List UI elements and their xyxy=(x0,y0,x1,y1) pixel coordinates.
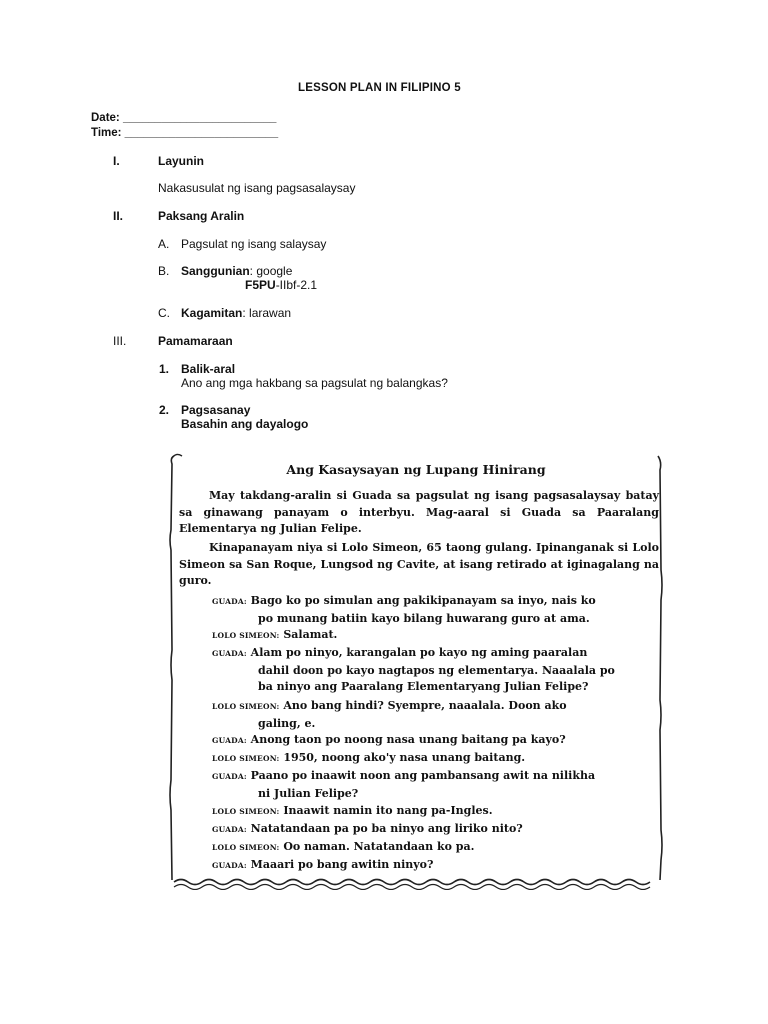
dialogue-line: LOLO SIMEON: Oo naman. Natatandaan ko pa. xyxy=(212,840,475,853)
subject-item-c-letter: C. xyxy=(158,306,170,320)
date-field: Date: ________________________ xyxy=(91,112,277,124)
speaker-label: GUADA: xyxy=(212,649,247,658)
step-1-heading: Balik-aral xyxy=(181,362,236,376)
section-heading-paksang-aralin: Paksang Aralin xyxy=(158,209,245,223)
speaker-label: GUADA: xyxy=(212,772,247,781)
speaker-label: LOLO SIMEON: xyxy=(212,807,280,816)
section-heading-pamamaraan: Pamamaraan xyxy=(158,334,233,348)
dialogue-line: GUADA: Maaari po bang awitin ninyo? xyxy=(212,858,434,871)
subject-item-a-text: Pagsulat ng isang salaysay xyxy=(181,237,327,251)
speaker-label: LOLO SIMEON: xyxy=(212,754,280,763)
step-2-text: Basahin ang dayalogo xyxy=(181,417,309,431)
subject-item-b-letter: B. xyxy=(158,264,170,278)
page-title: LESSON PLAN IN FILIPINO 5 xyxy=(298,82,461,94)
section-numeral-ii: II. xyxy=(113,209,124,223)
dialogue-line: LOLO SIMEON: Salamat. xyxy=(212,628,338,641)
speaker-label: LOLO SIMEON: xyxy=(212,843,280,852)
competency-code-text: -IIbf-2.1 xyxy=(275,278,318,292)
time-field: Time: ________________________ xyxy=(91,127,279,139)
dialogue-line: GUADA: Natatandaan pa po ba ninyo ang liriko nito? xyxy=(212,822,523,835)
speaker-label: LOLO SIMEON: xyxy=(212,702,280,711)
section-numeral-iii: III. xyxy=(113,334,127,348)
dialogue-line: LOLO SIMEON: Inaawit namin ito nang pa-Ingles. xyxy=(212,804,493,817)
dialogue-line: GUADA: Bago ko po simulan ang pakikipanayam sa inyo, nais ko po munang batiin kayo bilang huwarang guro at ama. xyxy=(212,594,596,625)
dialogue-line: LOLO SIMEON: Ano bang hindi? Syempre, naaalala. Doon ako galing, e. xyxy=(212,699,567,730)
step-1-number: 1. xyxy=(159,362,170,376)
speaker-label: GUADA: xyxy=(212,597,247,606)
competency-code xyxy=(245,278,317,292)
sanggunian-label: Sanggunian xyxy=(181,264,250,278)
story-paragraph-2: Kinapanayam niya si Lolo Simeon, 65 taong gulang. Ipinanganak si Lolo Simeon sa San Roque, Lungsod ng Cavite, at isang retirado at iginagalang na guro. xyxy=(179,541,659,587)
story-title: Ang Kasaysayan ng Lupang Hinirang xyxy=(286,462,546,477)
speaker-label: GUADA: xyxy=(212,736,247,745)
step-2-number: 2. xyxy=(159,403,170,417)
reading-passage-box xyxy=(168,450,664,890)
kagamitan-value: : larawan xyxy=(242,306,292,320)
speaker-label: LOLO SIMEON: xyxy=(212,631,280,640)
section-heading-layunin: Layunin xyxy=(158,154,205,168)
dialogue-line: GUADA: Paano po inaawit noon ang pambansang awit na nilikha ni Julian Felipe? xyxy=(212,769,596,800)
dialogue-line: LOLO SIMEON: 1950, noong ako'y nasa unang baitang. xyxy=(212,751,526,764)
subject-item-c xyxy=(181,306,291,320)
section-numeral-i: I. xyxy=(113,154,120,168)
speaker-label: GUADA: xyxy=(212,825,247,834)
subject-item-b xyxy=(181,264,292,278)
step-2-heading: Pagsasanay xyxy=(181,403,251,417)
objective-text: Nakasusulat ng isang pagsasalaysay xyxy=(158,181,356,195)
dialogue-line: GUADA: Alam po ninyo, karangalan po kayo ng aming paaralan dahil doon po kayo nagtapos ng elementarya. Naaalala po ba ninyo ang Paaralang Elementaryang Julian Felipe? xyxy=(212,646,615,693)
kagamitan-label: Kagamitan xyxy=(181,306,243,320)
subject-item-a-letter: A. xyxy=(158,237,170,251)
sanggunian-value: : google xyxy=(249,264,293,278)
story-paragraph-1: May takdang-aralin si Guada sa pagsulat ng isang pagsasalaysay batay sa ginawang panayam o interbyu. Mag-aaral si Guada sa Paaralang Elementarya ng Julian Felipe. xyxy=(179,489,659,535)
competency-code-label: F5PU xyxy=(245,278,276,292)
dialogue-line: GUADA: Anong taon po noong nasa unang baitang pa kayo? xyxy=(212,733,566,746)
step-1-text: Ano ang mga hakbang sa pagsulat ng balangkas? xyxy=(181,376,448,390)
speaker-label: GUADA: xyxy=(212,861,247,870)
